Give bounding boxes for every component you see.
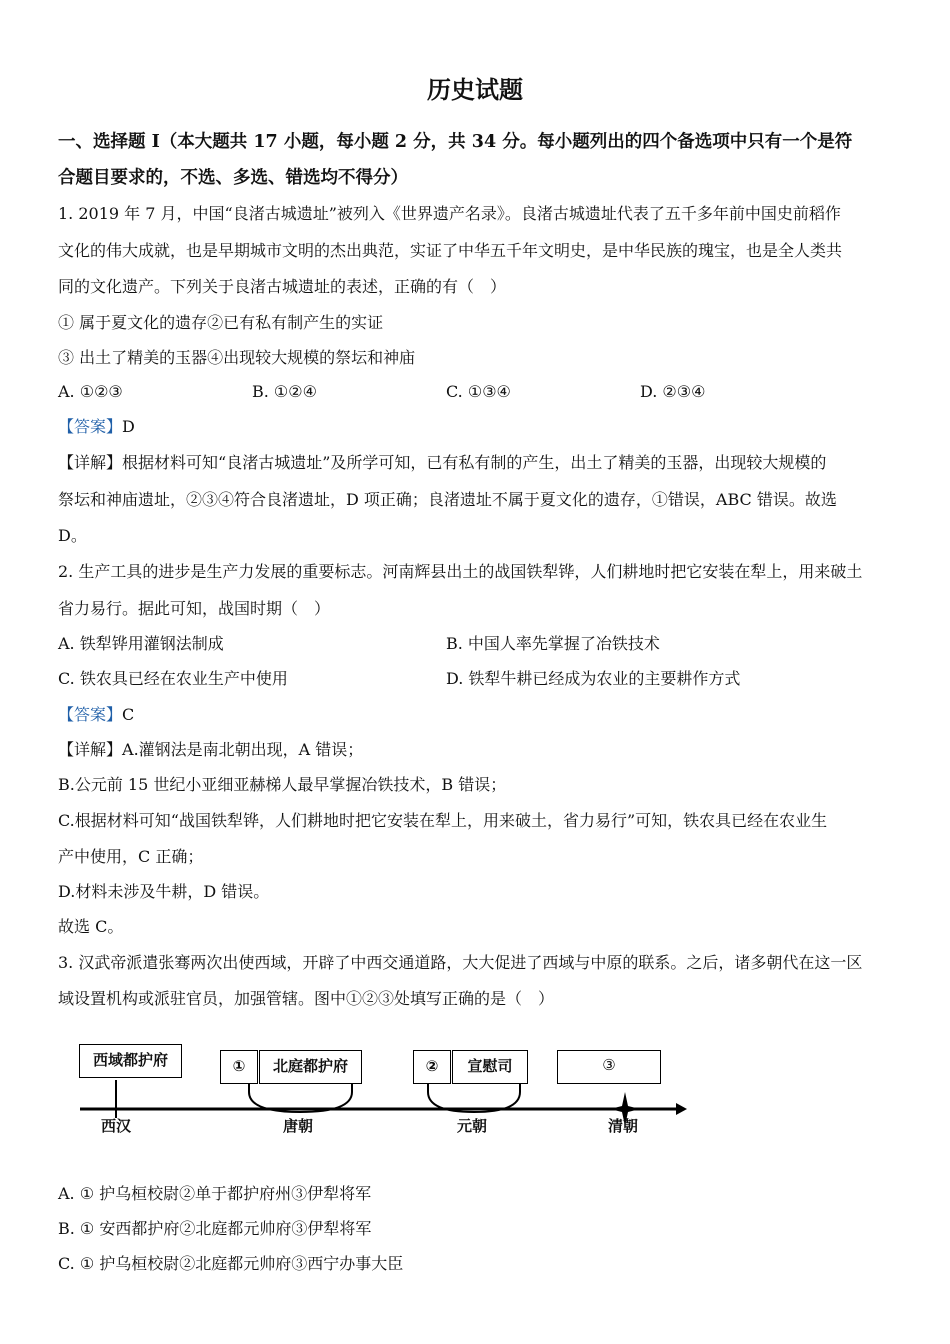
q2-answer — [58, 704, 903, 726]
section-heading-line1: 一、选择题 I（本大题共 17 小题，每小题 2 分，共 34 分。每小题列出的四个备选项中只有一个是符 — [58, 132, 853, 152]
q2-option-c: C. 铁农具已经在农业生产中使用 — [58, 669, 288, 688]
q3-stem-line1: 3. 汉武帝派遣张骞两次出使西域，开辟了中西交通道路，大大促进了西域与中原的联系。之后，诸多朝代在这一区 — [58, 953, 863, 972]
q1-option-b: B. ①②④ — [252, 382, 317, 401]
page-title: 历史试题 — [427, 75, 523, 104]
timeline-diagram — [0, 1030, 950, 1150]
q1-answer-value: D — [122, 417, 135, 436]
section-heading-line2: 合题目要求的，不选、多选、错选均不得分） — [58, 168, 408, 188]
q2-stem-line1: 2. 生产工具的进步是生产力发展的重要标志。河南辉县出土的战国铁犁铧，人们耕地时把它安装在犁上，用来破土 — [58, 562, 863, 581]
q1-detail-line2: 祭坛和神庙遗址，②③④符合良渚遗址，D 项正确；良渚遗址不属于夏文化的遗存，①错误，ABC 错误。故选 — [58, 490, 837, 509]
q1-option-a: A. ①②③ — [58, 382, 123, 401]
q1-option-d: D. ②③④ — [640, 382, 706, 401]
box-xuanweisi: 宣慰司 — [452, 1050, 528, 1084]
box-blank-2: ② — [413, 1050, 451, 1084]
q2-stem-line2: 省力易行。据此可知，战国时期（ ） — [58, 599, 331, 618]
q2-option-b: B. 中国人率先掌握了冶铁技术 — [446, 634, 660, 653]
q3-stem-line2: 域设置机构或派驻官员，加强管辖。图中①②③处填写正确的是（ ） — [58, 989, 555, 1008]
q1-answer-tag: 【答案】 — [58, 417, 123, 436]
box-xiyu-duhufu: 西域都护府 — [79, 1044, 182, 1078]
q2-detail-line3: C.根据材料可知“战国铁犁铧，人们耕地时把它安装在犁上，用来破土，省力易行”可知，铁农具已经在农业生 — [58, 811, 828, 830]
q3-option-c: C. ① 护乌桓校尉②北庭都元帅府③西宁办事大臣 — [58, 1254, 404, 1273]
q2-option-a: A. 铁犁铧用灌钢法制成 — [58, 634, 224, 653]
box-blank-1: ① — [220, 1050, 258, 1084]
q2-detail-line2: B.公元前 15 世纪小亚细亚赫梯人最早掌握冶铁技术，B 错误； — [58, 775, 507, 794]
q1-answer — [58, 416, 903, 438]
q1-detail-text1: 根据材料可知“良渚古城遗址”及所学可知，已有私有制的产生，出土了精美的玉器，出现较大规模的 — [122, 453, 827, 472]
q1-statement-line1: ① 属于夏文化的遗存②已有私有制产生的实证 — [58, 313, 384, 332]
q3-option-b: B. ① 安西都护府②北庭都元帅府③伊犁将军 — [58, 1219, 372, 1238]
q2-answer-value: C — [122, 705, 135, 724]
q2-detail-line1 — [58, 739, 903, 761]
box-beiting-duhufu: 北庭都护府 — [259, 1050, 362, 1084]
q3-option-a: A. ① 护乌桓校尉②单于都护府州③伊犁将军 — [58, 1184, 372, 1203]
era-qing: 清朝 — [608, 1117, 639, 1135]
era-tang: 唐朝 — [283, 1117, 314, 1135]
q1-stem-line1: 1. 2019 年 7 月，中国“良渚古城遗址”被列入《世界遗产名录》。良渚古城遗址代表了五千多年前中国史前稻作 — [58, 204, 841, 223]
box-blank-3: ③ — [557, 1050, 661, 1084]
q1-detail-line1 — [58, 452, 903, 474]
q2-detail-tag: 【详解】 — [58, 740, 123, 759]
q1-option-c: C. ①③④ — [446, 382, 511, 401]
era-xihan: 西汉 — [101, 1117, 132, 1135]
q2-option-d: D. 铁犁牛耕已经成为农业的主要耕作方式 — [446, 669, 741, 688]
timeline-arrowhead — [676, 1103, 687, 1115]
q1-statement-line2: ③ 出土了精美的玉器④出现较大规模的祭坛和神庙 — [58, 348, 416, 367]
q1-detail-line3: D。 — [58, 526, 87, 545]
era-yuan: 元朝 — [457, 1117, 488, 1135]
q2-detail-text1: A.灌钢法是南北朝出现，A 错误； — [122, 740, 364, 759]
q1-stem-line2: 文化的伟大成就，也是早期城市文明的杰出典范，实证了中华五千年文明史，是中华民族的瑰宝，也是全人类共 — [58, 241, 843, 260]
q2-detail-line6: 故选 C。 — [58, 917, 124, 936]
q2-detail-line4: 产中使用，C 正确； — [58, 847, 204, 866]
q1-stem-line3: 同的文化遗产。下列关于良渚古城遗址的表述，正确的有（ ） — [58, 277, 507, 296]
q2-detail-line5: D.材料未涉及牛耕，D 错误。 — [58, 882, 270, 901]
q1-detail-tag: 【详解】 — [58, 453, 123, 472]
q2-answer-tag: 【答案】 — [58, 705, 123, 724]
